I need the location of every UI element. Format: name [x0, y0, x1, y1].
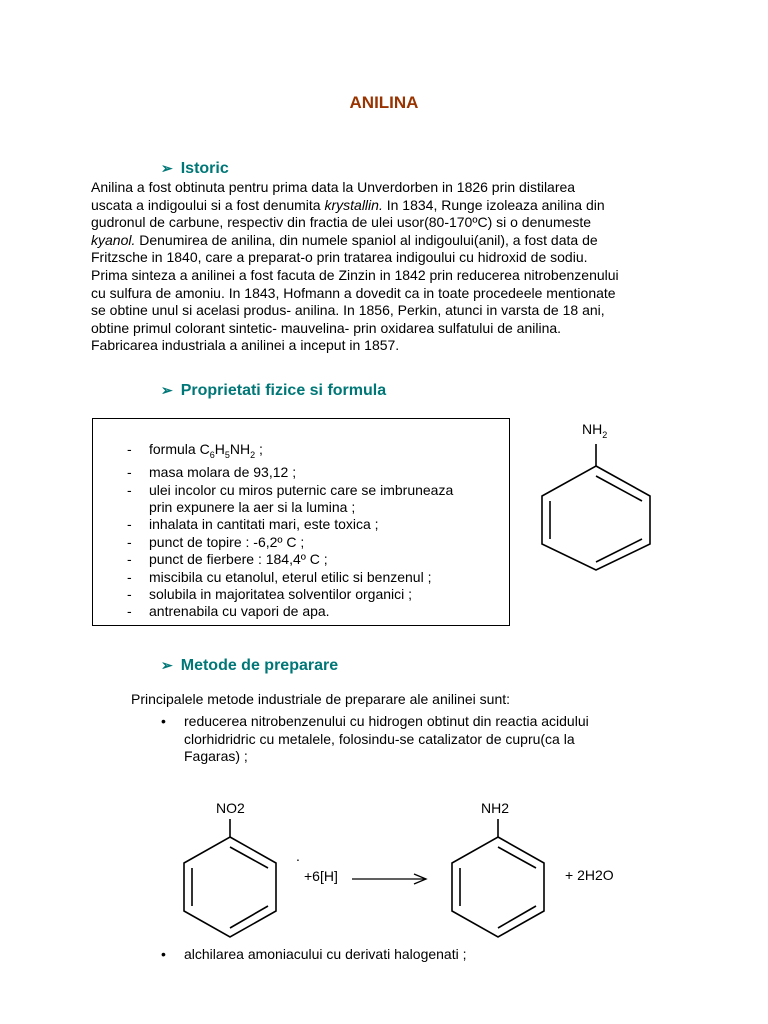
paragraph-line: cu sulfura de amoniu. In 1843, Hofmann a dovedit ca in toate procedeele mentionate [91, 284, 616, 301]
paragraph-line: uscata a indigoului si a fost denumita krystallin. In 1834, Runge izoleaza anilina din [91, 196, 605, 213]
heading-label: Proprietati fizice si formula [180, 382, 387, 399]
properties-box [92, 418, 510, 626]
arrow-bullet-icon: ➢ [161, 160, 173, 176]
reaction-dot: . [296, 848, 300, 864]
amino-group-label: $NH_2$ [582, 421, 608, 440]
method-item [184, 713, 589, 766]
heading-label: Istoric [180, 160, 229, 177]
property-item: - antrenabila cu vapori de apa. [127, 603, 330, 620]
property-item: - punct de topire : -6,2º C ; [127, 533, 305, 550]
method-line: reducerea nitrobenzenului cu hidrogen obtinut din reactia acidului [184, 713, 589, 729]
arrow-bullet-icon: ➢ [161, 657, 173, 673]
paragraph-line: gudronul de carbune, respectiv din fractia de ulei usor(80-170ºC) si o denumeste [91, 214, 592, 231]
property-item-continued: prin expunere la aer si la lumina ; [149, 499, 356, 516]
byproduct-label: + 2H2O [565, 867, 614, 883]
paragraph-line: Fabricarea industriala a anilinei a inceput in 1857. [91, 337, 400, 354]
aniline-product-structure-icon [443, 817, 553, 947]
section-heading-istoric [161, 158, 229, 179]
heading-label: Metode de preparare [180, 657, 339, 674]
paragraph-line: obtine primul colorant sintetic- mauvelina- prin oxidarea sulfatului de anilina. [91, 319, 562, 336]
nitrobenzene-structure-icon [175, 817, 285, 947]
property-item: - formula $C_6H_5NH_2$ ; [127, 441, 263, 460]
bullet-icon: • [161, 946, 166, 962]
properties-list [127, 441, 453, 621]
paragraph-line: Fritzsche in 1840, care a preparat-o prin tratarea indigoului cu hidroxid de sodiu. [91, 249, 588, 266]
property-item: - masa molara de 93,12 ; [127, 464, 297, 481]
reagent-label: +6[H] [304, 868, 338, 884]
method-line: clorhidridric cu metalele, folosindu-se catalizator de cupru(ca la [184, 730, 575, 747]
paragraph-line: kyanol. Denumirea de anilina, din numele spaniol al indigoului(anil), a fost data de [91, 231, 598, 248]
bullet-icon: • [161, 713, 166, 729]
property-item: - ulei incolor cu miros puternic care se imbruneaza [127, 481, 454, 498]
section-heading-proprietati [161, 380, 386, 401]
method-item: alchilarea amoniacului cu derivati halogenati ; [184, 946, 467, 962]
product-amino-label: NH2 [481, 800, 510, 816]
aniline-structure-icon [530, 438, 660, 578]
paragraph-line: Prima sinteza a anilinei a fost facuta de Zinzin in 1842 prin reducerea nitrobenzenului [91, 266, 619, 283]
paragraph-line: se obtine unul si acelasi produs- anilina. In 1856, Perkin, atunci in varsta de 18 ani, [91, 302, 605, 319]
section-heading-metode [161, 655, 338, 676]
istoric-paragraph [91, 179, 619, 355]
paragraph-line: Anilina a fost obtinuta pentru prima data la Unverdorben in 1826 prin distilarea [91, 179, 576, 195]
property-item: - punct de fierbere : 184,4º C ; [127, 551, 328, 568]
reaction-arrow-icon [350, 872, 430, 886]
page-title: ANILINA [349, 93, 419, 112]
property-item: - solubila in majoritatea solventilor organici ; [127, 586, 413, 603]
method-line: Fagaras) ; [184, 748, 248, 765]
nitro-group-label: NO2 [216, 800, 245, 816]
arrow-bullet-icon: ➢ [161, 382, 173, 398]
metode-intro: Principalele metode industriale de preparare ale anilinei sunt: [131, 691, 511, 707]
property-item: - inhalata in cantitati mari, este toxica ; [127, 516, 379, 533]
property-item: - miscibila cu etanolul, eterul etilic si benzenul ; [127, 568, 432, 585]
